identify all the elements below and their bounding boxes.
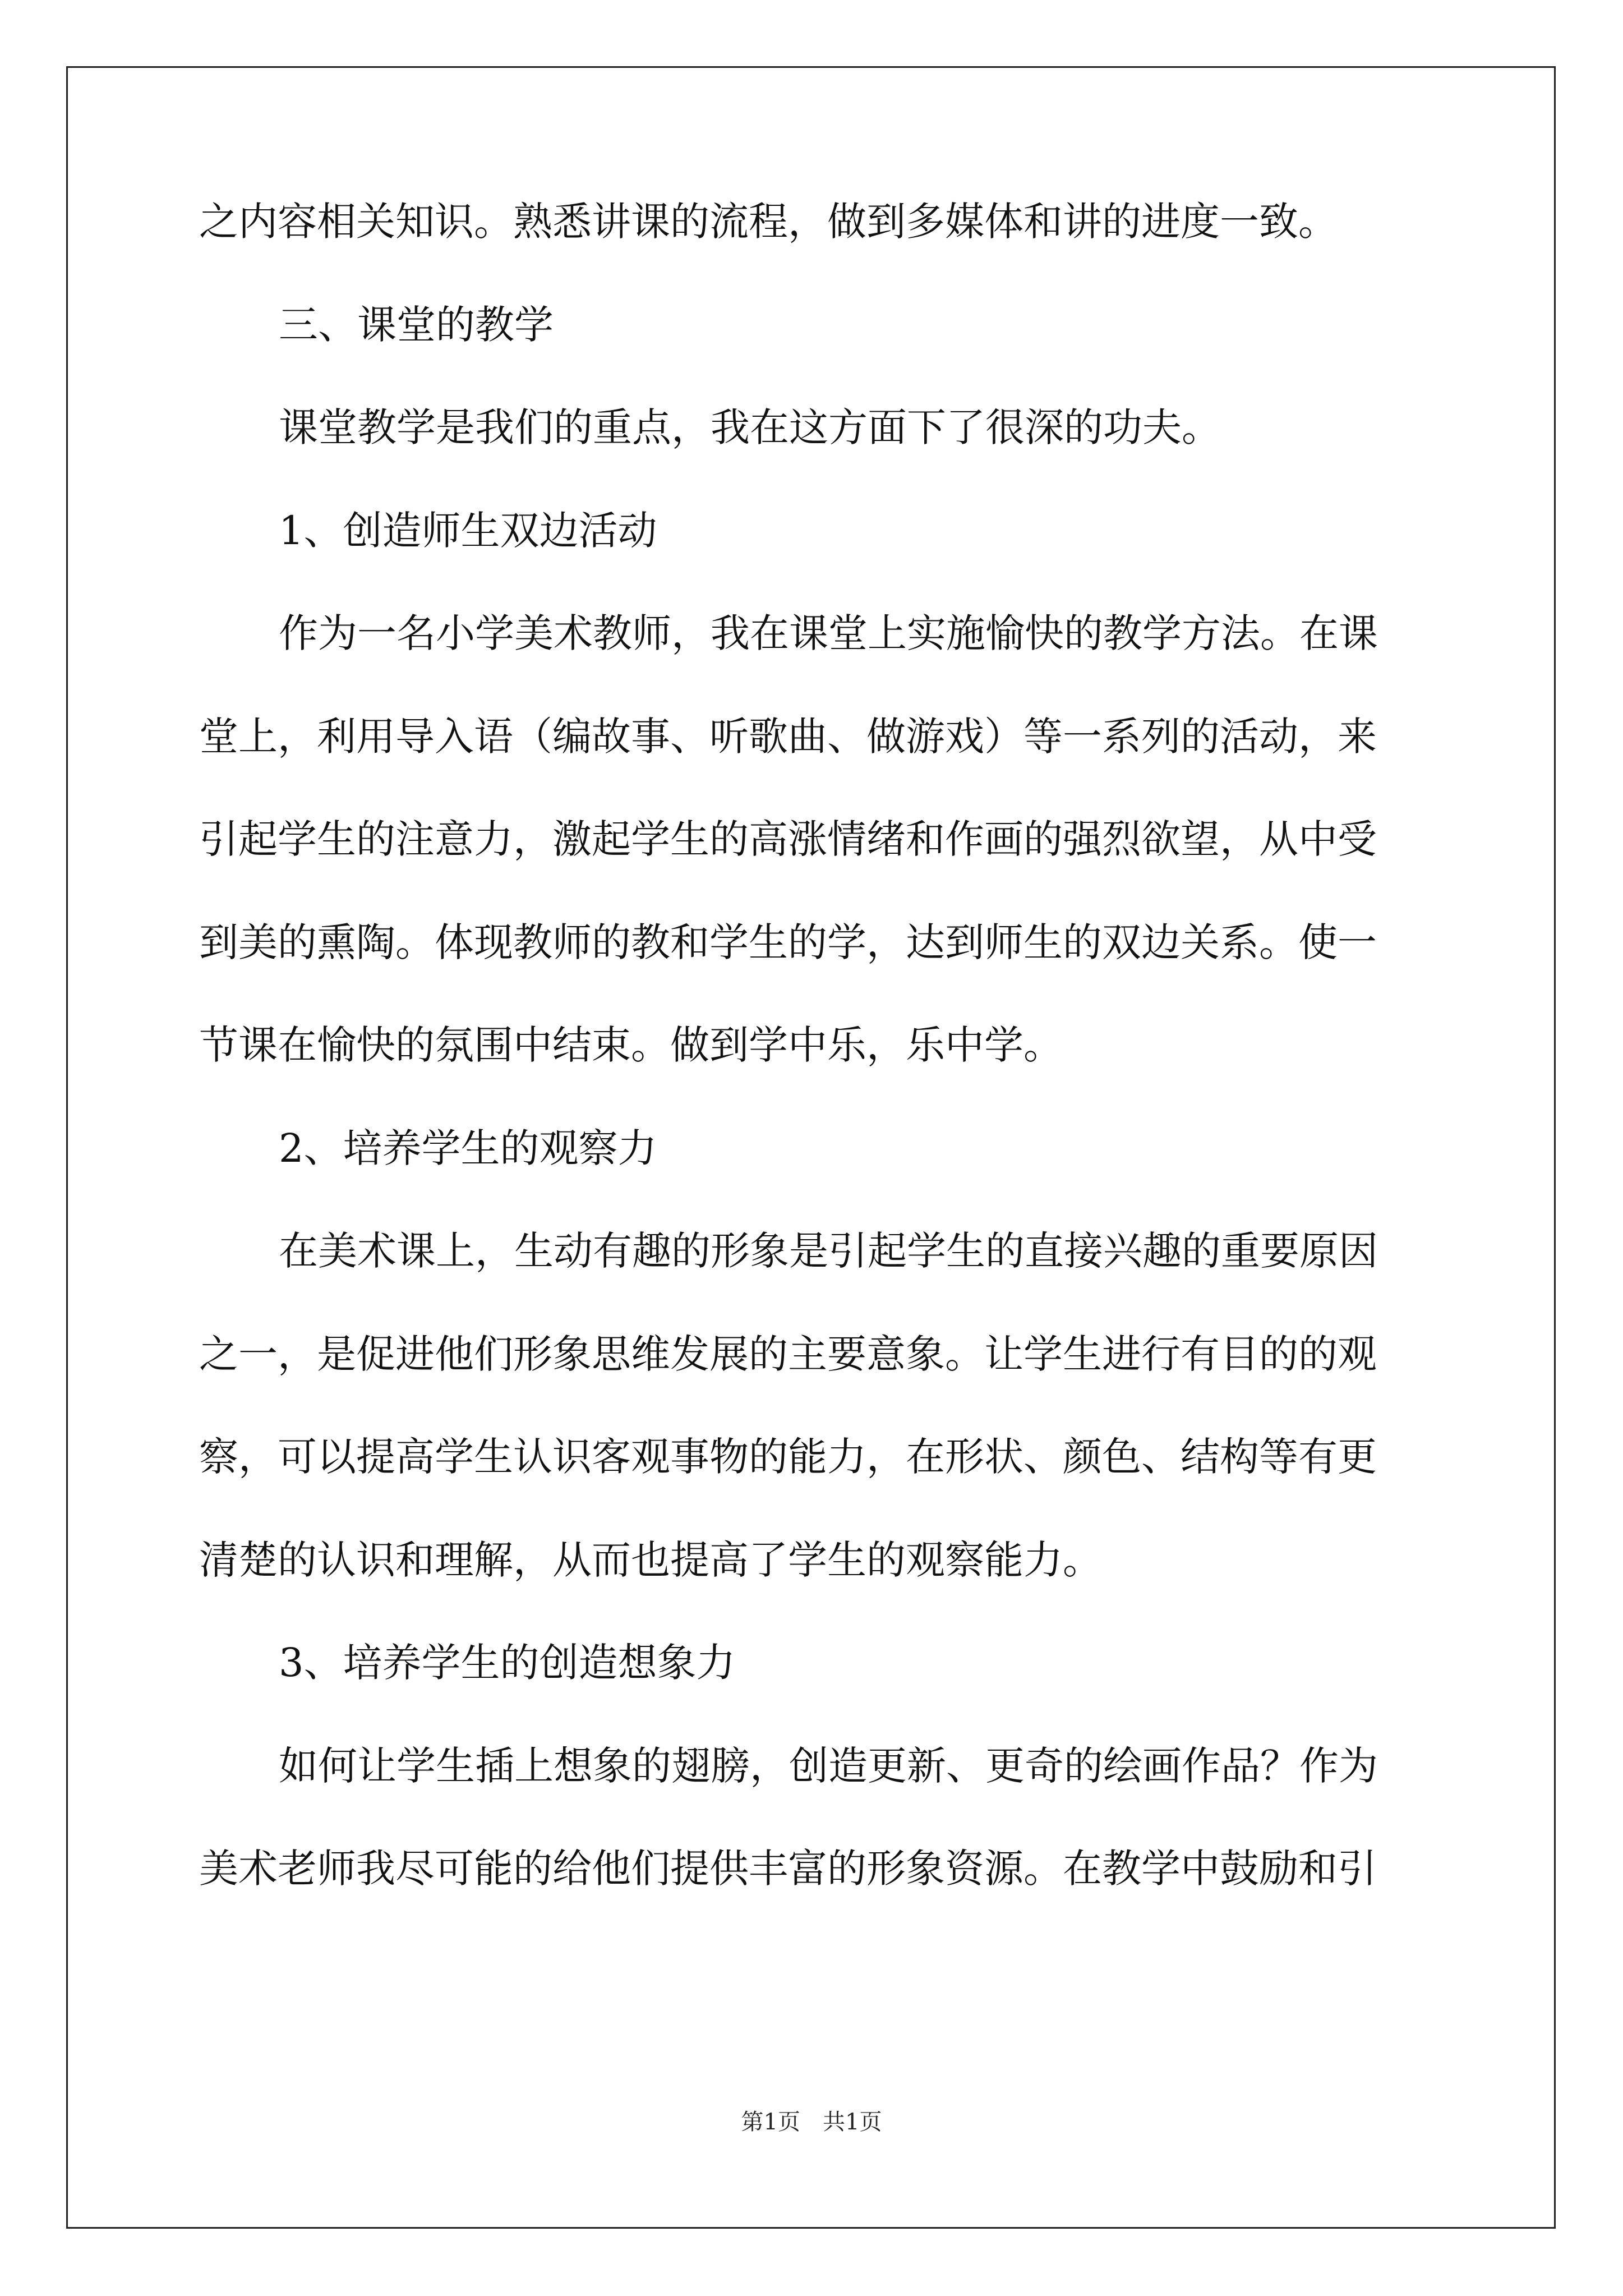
subsection-heading: 3、培养学生的创造想象力	[279, 1640, 736, 1686]
text-line: 之内容相关知识。熟悉讲课的流程，做到多媒体和讲的进度一致。	[199, 199, 1338, 245]
text-line: 如何让学生插上想象的翅膀，创造更新、更奇的绘画作品？作为	[279, 1743, 1378, 1789]
text-line: 之一，是促进他们形象思维发展的主要意象。让学生进行有目的的观	[199, 1331, 1377, 1377]
text-line: 到美的熏陶。体现教师的教和学生的学，达到师生的双边关系。使一	[199, 919, 1377, 965]
text-line: 美术老师我尽可能的给他们提供丰富的形象资源。在教学中鼓励和引	[199, 1846, 1377, 1892]
subsection-heading: 2、培养学生的观察力	[279, 1125, 657, 1171]
text-line: 堂上，利用导入语（编故事、听歌曲、做游戏）等一系列的活动，来	[199, 714, 1377, 760]
section-heading: 三、课堂的教学	[279, 302, 554, 348]
text-line: 清楚的认识和理解，从而也提高了学生的观察能力。	[199, 1537, 1102, 1583]
page-number-footer: 第1页 共1页	[741, 2109, 882, 2135]
text-line: 察，可以提高学生认识客观事物的能力，在形状、颜色、结构等有更	[199, 1434, 1377, 1480]
text-line: 在美术课上，生动有趣的形象是引起学生的直接兴趣的重要原因	[279, 1228, 1378, 1274]
text-line: 节课在愉快的氛围中结束。做到学中乐，乐中学。	[199, 1022, 1063, 1068]
text-line: 引起学生的注意力，激起学生的高涨情绪和作画的强烈欲望，从中受	[199, 816, 1377, 862]
text-line: 作为一名小学美术教师，我在课堂上实施愉快的教学方法。在课	[279, 610, 1378, 656]
text-line: 课堂教学是我们的重点，我在这方面下了很深的功夫。	[279, 404, 1221, 450]
subsection-heading: 1、创造师生双边活动	[279, 508, 657, 554]
